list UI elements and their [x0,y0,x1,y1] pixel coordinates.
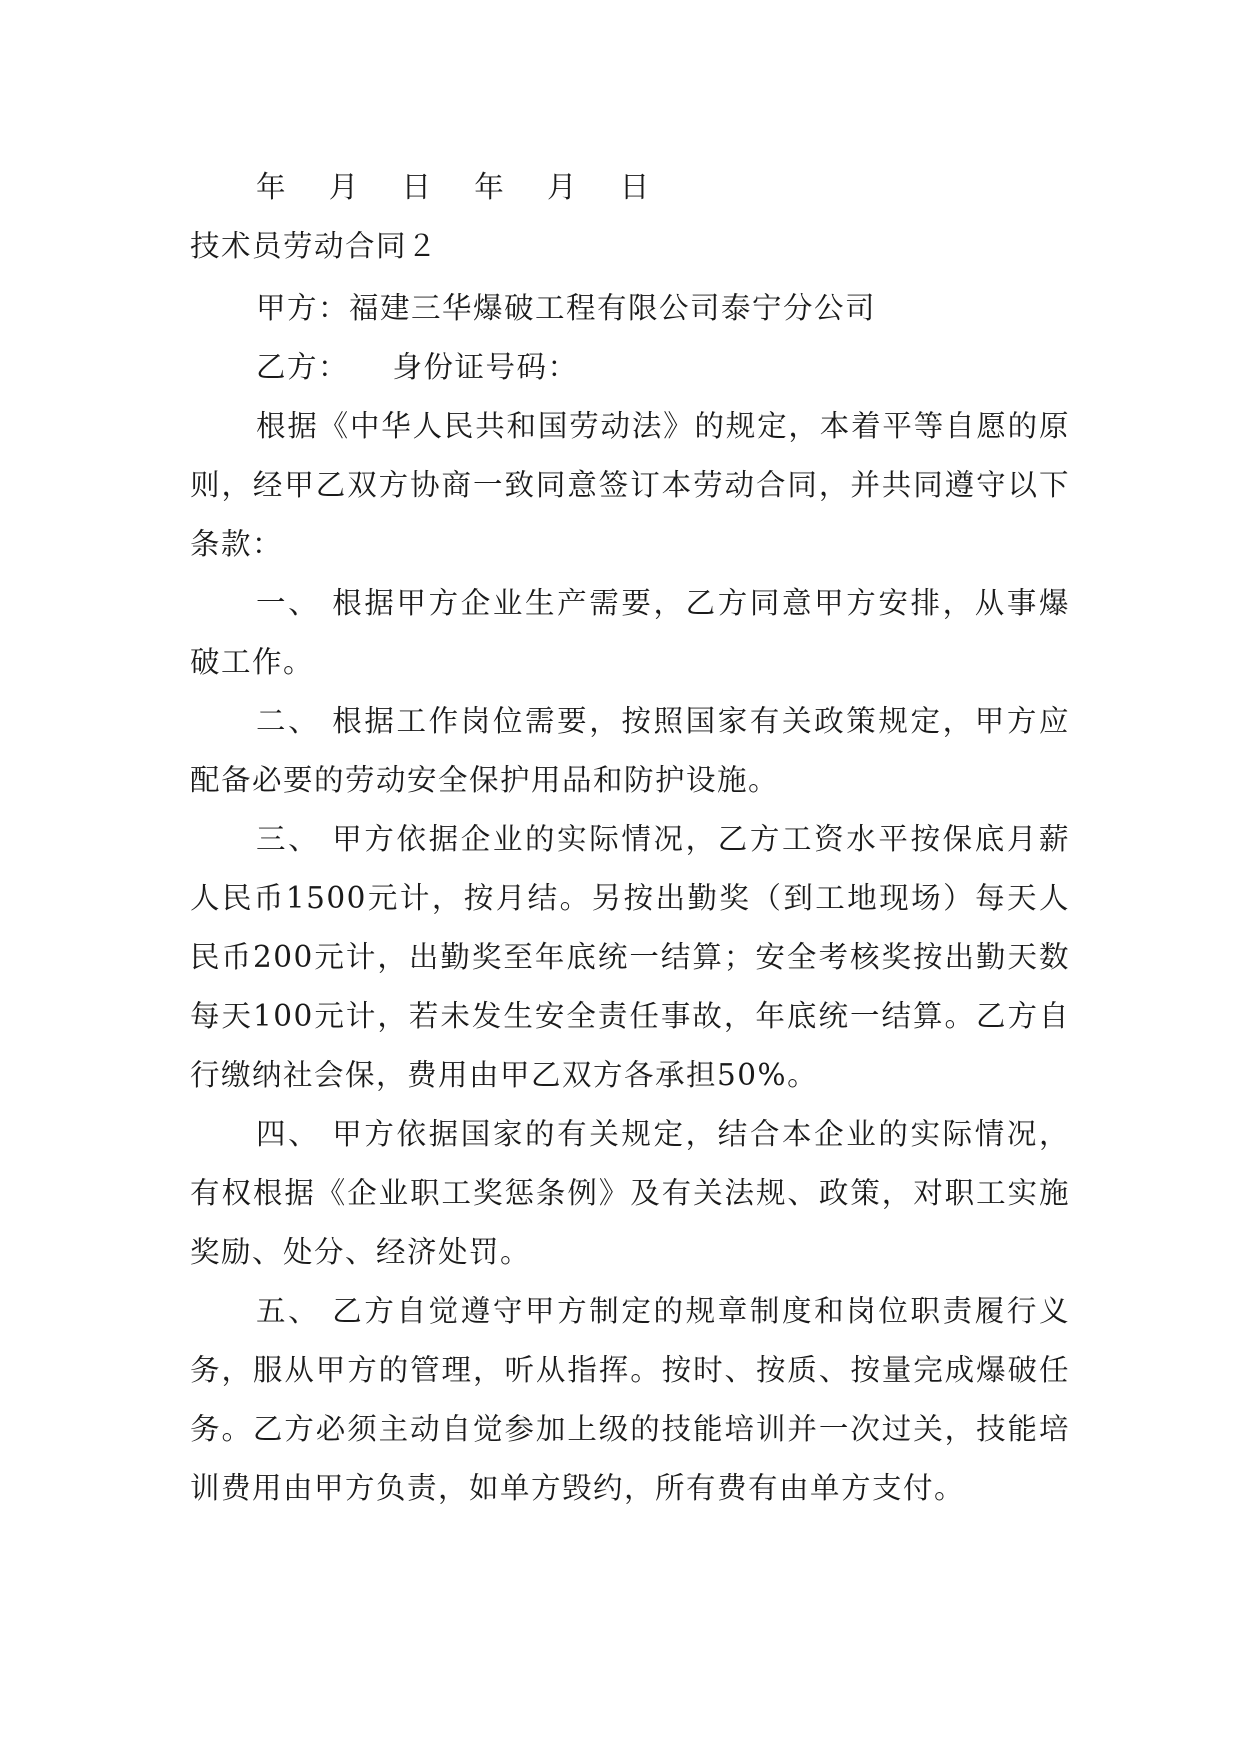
clause-5-paragraph: 五、 乙方自觉遵守甲方制定的规章制度和岗位职责履行义务，服从甲方的管理，听从指挥。按时、按质、按量完成爆破任务。乙方必须主动自觉参加上级的技能培训并一次过关，技能培训费用由甲方负责，如单方毁约，所有费有由单方支付。 [190,1294,1070,1505]
clause-2-paragraph: 二、 根据工作岗位需要，按照国家有关政策规定，甲方应配备必要的劳动安全保护用品和防护设施。 [190,704,1070,797]
clause-3-paragraph: 三、 甲方依据企业的实际情况，乙方工资水平按保底月薪人民币1500元计，按月结。另按出勤奖（到工地现场）每天人民币200元计，出勤奖至年底统一结算；安全考核奖按出勤天数每天100元计，若未发生安全责任事故，年底统一结算。乙方自行缴纳社会保，费用由甲乙双方各承担50%。 [190,822,1070,1092]
clause-1-paragraph: 一、 根据甲方企业生产需要，乙方同意甲方安排，从事爆破工作。 [190,586,1070,679]
signature-date-line: 年 月 日 年 月 日 [256,170,651,204]
clause-4-paragraph: 四、 甲方依据国家的有关规定，结合本企业的实际情况，有权根据《企业职工奖惩条例》及有关法规、政策，对职工实施奖励、处分、经济处罚。 [190,1117,1070,1269]
preamble-paragraph: 根据《中华人民共和国劳动法》的规定，本着平等自愿的原则，经甲乙双方协商一致同意签订本劳动合同，并共同遵守以下条款： [190,409,1070,561]
party-b-line: 乙方： 身份证号码： [256,350,579,384]
document-body [190,158,1070,1518]
document-title: 技术员劳动合同２ [190,229,439,263]
party-a-line: 甲方：福建三华爆破工程有限公司泰宁分公司 [256,291,877,325]
